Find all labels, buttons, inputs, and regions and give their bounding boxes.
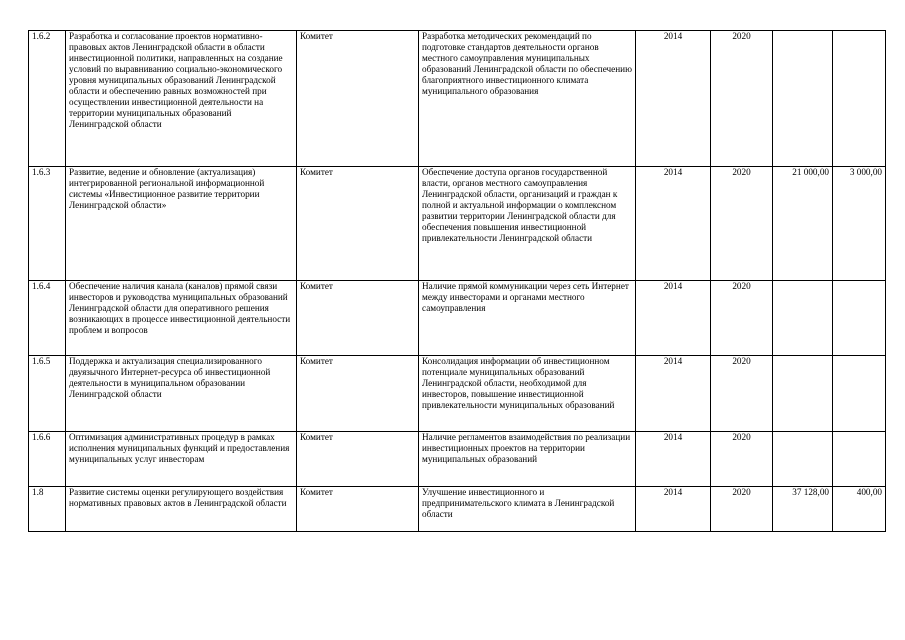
expected-result: Разработка методических рекомендаций по подготовке стандартов деятельности органов местного самоуправления муниципальных образований Ленинградской области по обеспечению благоприятного инвестиционного климата муниципального образования — [419, 31, 636, 167]
total-amount — [773, 432, 833, 487]
activity-name: Развитие, ведение и обновление (актуализация) интегрированной региональной информационной системы «Инвестиционное развитие территории Ленинградской области» — [66, 167, 297, 281]
expected-result: Наличие регламентов взаимодействия по реализации инвестиционных проектов на территории муниципальных образований — [419, 432, 636, 487]
start-year: 2014 — [636, 432, 711, 487]
end-year: 2020 — [711, 167, 773, 281]
budget-amount — [833, 281, 886, 356]
row-number: 1.6.5 — [29, 356, 66, 432]
activity-name: Оптимизация административных процедур в рамках исполнения муниципальных функций и предоставления муниципальных услуг инвесторам — [66, 432, 297, 487]
row-number: 1.6.4 — [29, 281, 66, 356]
row-number: 1.6.3 — [29, 167, 66, 281]
expected-result: Улучшение инвестиционного и предпринимательского климата в Ленинградской области — [419, 487, 636, 532]
executor: Комитет — [297, 281, 419, 356]
activity-name: Поддержка и актуализация специализированного двуязычного Интернет-ресурса об инвестиционной деятельности в муниципальном образовании Ленинградской области — [66, 356, 297, 432]
executor: Комитет — [297, 432, 419, 487]
activity-name: Разработка и согласование проектов нормативно-правовых актов Ленинградской области в области инвестиционной политики, направленных на создание условий по выравниванию социально-экономического уровня муниципальных образований Ленинградской области и обеспечению равных возможностей при осуществлении инвестиционной деятельности на территории муниципальных образований Ленинградской области — [66, 31, 297, 167]
budget-amount — [833, 356, 886, 432]
total-amount — [773, 281, 833, 356]
table-row — [29, 487, 886, 532]
table-row — [29, 281, 886, 356]
table-row — [29, 432, 886, 487]
start-year: 2014 — [636, 167, 711, 281]
program-activities-table — [28, 30, 886, 532]
executor: Комитет — [297, 487, 419, 532]
executor: Комитет — [297, 31, 419, 167]
start-year: 2014 — [636, 281, 711, 356]
start-year: 2014 — [636, 487, 711, 532]
total-amount: 37 128,00 — [773, 487, 833, 532]
total-amount — [773, 356, 833, 432]
start-year: 2014 — [636, 356, 711, 432]
budget-amount: 400,00 — [833, 487, 886, 532]
end-year: 2020 — [711, 356, 773, 432]
row-number: 1.6.2 — [29, 31, 66, 167]
activity-name: Обеспечение наличия канала (каналов) прямой связи инвесторов и руководства муниципальных образований Ленинградской области для оперативного решения возникающих в процессе инвестиционной деятельности проблем и вопросов — [66, 281, 297, 356]
executor: Комитет — [297, 167, 419, 281]
table-row — [29, 31, 886, 167]
expected-result: Наличие прямой коммуникации через сеть Интернет между инвесторами и органами местного самоуправления — [419, 281, 636, 356]
end-year: 2020 — [711, 31, 773, 167]
table-row — [29, 167, 886, 281]
total-amount — [773, 31, 833, 167]
start-year: 2014 — [636, 31, 711, 167]
expected-result: Обеспечение доступа органов государственной власти, органов местного самоуправления Ленинградской области, организаций и граждан к полной и актуальной информации о комплексном развитии территории Ленинградской области для обеспечения повышения инвестиционной привлекательности Ленинградской области — [419, 167, 636, 281]
end-year: 2020 — [711, 281, 773, 356]
executor: Комитет — [297, 356, 419, 432]
expected-result: Консолидация информации об инвестиционном потенциале муниципальных образований Ленинградской области, необходимой для инвесторов, повышение инвестиционной привлекательности муниципальных образований — [419, 356, 636, 432]
table-row — [29, 356, 886, 432]
end-year: 2020 — [711, 432, 773, 487]
budget-amount — [833, 432, 886, 487]
row-number: 1.8 — [29, 487, 66, 532]
row-number: 1.6.6 — [29, 432, 66, 487]
budget-amount: 3 000,00 — [833, 167, 886, 281]
end-year: 2020 — [711, 487, 773, 532]
budget-amount — [833, 31, 886, 167]
total-amount: 21 000,00 — [773, 167, 833, 281]
activity-name: Развитие системы оценки регулирующего воздействия нормативных правовых актов в Ленинградской области — [66, 487, 297, 532]
